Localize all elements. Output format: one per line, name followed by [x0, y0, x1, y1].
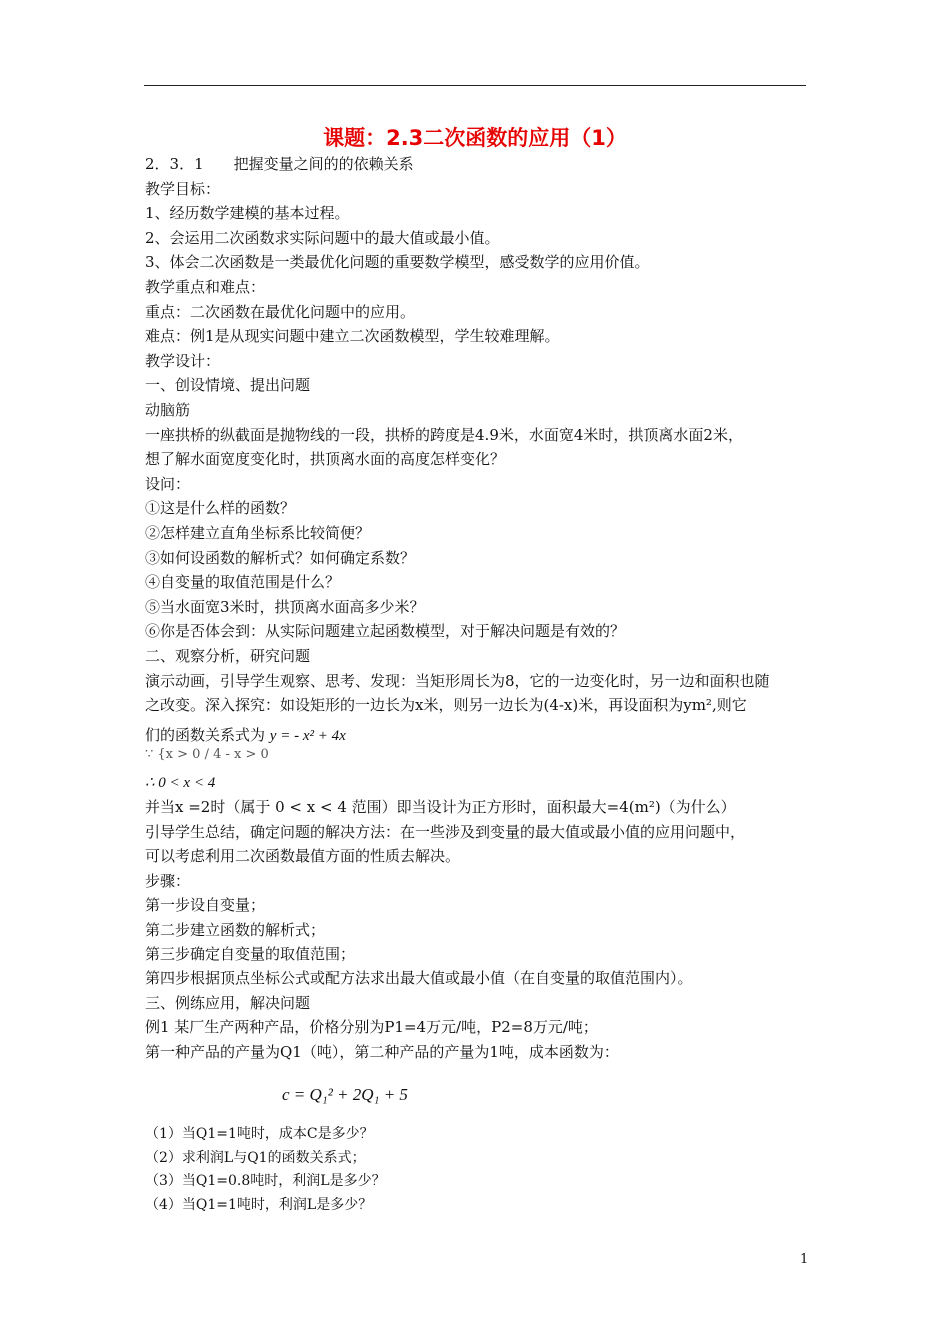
text-line: 三、例练应用，解决问题	[145, 993, 311, 1012]
page-number: 1	[800, 1252, 809, 1267]
text-line: 第一步设自变量；	[145, 896, 266, 915]
text-line: 一、创设情境、提出问题	[145, 376, 311, 395]
text-line: ③如何设函数的解析式？如何确定系数？	[145, 548, 416, 567]
max-area-line: 并当x =2时（属于 0 < x < 4 范围）即当设计为正方形时，面积最大=4(m²)（为什么）	[145, 798, 736, 816]
text-line: ①这是什么样的函数？	[145, 499, 296, 518]
text-line: 难点：例1是从现实问题中建立二次函数模型，学生较难理解。	[145, 327, 560, 346]
text-line: 第四步根据顶点坐标公式或配方法求出最大值或最小值（在自变量的取值范围内）。	[145, 969, 693, 988]
text-line: 教学重点和难点：	[145, 278, 266, 296]
text-line: ⑤当水面宽3米时，拱顶离水面高多少米？	[145, 597, 425, 616]
text-line: 1、经历数学建模的基本过程。	[145, 204, 350, 223]
function-expression: y = - x² + 4x	[269, 728, 346, 744]
text-line: 3、体会二次函数是一类最优化问题的重要数学模型，感受数学的应用价值。	[145, 253, 650, 272]
question-item: （4）当Q1=1吨时，利润L是多少？	[145, 1196, 373, 1213]
range-line: ∴ 0 < x < 4	[145, 775, 216, 791]
text-line: 第三步确定自变量的取值范围；	[145, 945, 356, 963]
text-line: 教学目标：	[145, 179, 221, 198]
text-line: ②怎样建立直角坐标系比较简便？	[145, 524, 371, 542]
text-line: 引导学生总结，确定问题的解决方法：在一些涉及到变量的最大值或最小值的应用问题中，	[145, 823, 746, 841]
text-line: 二、观察分析，研究问题	[145, 647, 311, 665]
header-rule	[144, 85, 806, 86]
text-line: ⑥你是否体会到：从实际问题建立起函数模型，对于解决问题是有效的？	[145, 622, 626, 641]
text-line: 动脑筋	[145, 401, 191, 419]
text-line: 可以考虑利用二次函数最值方面的性质去解决。	[145, 847, 461, 866]
text-line: 2、会运用二次函数求实际问题中的最大值或最小值。	[145, 228, 500, 247]
text-line: 步骤：	[145, 871, 191, 890]
function-relation-line	[145, 725, 346, 746]
text-line: 第二步建立函数的解析式；	[145, 920, 326, 939]
text-line: ④自变量的取值范围是什么？	[145, 573, 341, 592]
cost-formula: c = Q₁² + 2Q₁ + 5	[282, 1085, 408, 1104]
text-line: 2．3．1 把握变量之间的的依赖关系	[145, 155, 414, 173]
text-line: 之改变。深入探究：如设矩形的一边长为x米，则另一边长为(4-x)米，再设面积为ym²,则它	[145, 696, 747, 715]
text-line: 第一种产品的产量为Q1（吨），第二种产品的产量为1吨，成本函数为：	[145, 1042, 619, 1061]
question-item: （1）当Q1=1吨时，成本C是多少？	[145, 1126, 374, 1142]
text-line: 教学设计：	[145, 351, 221, 370]
text-line: 演示动画，引导学生观察、思考、发现：当矩形周长为8，它的一边变化时，另一边和面积也随	[145, 671, 770, 690]
domain-conditions: ∵ {x > 0 / 4 - x > 0	[145, 747, 269, 762]
text-line: 一座拱桥的纵截面是抛物线的一段，拱桥的跨度是4.9米，水面宽4米时，拱顶离水面2米，	[145, 425, 743, 444]
text-line: 例1 某厂生产两种产品，价格分别为P1=4万元/吨，P2=8万元/吨；	[145, 1018, 598, 1037]
text-line: 设问：	[145, 474, 191, 493]
text-line: 重点：二次函数在最优化问题中的应用。	[145, 302, 416, 321]
question-item: （3）当Q1=0.8吨时，利润L是多少？	[145, 1173, 386, 1189]
function-relation-prefix: 们的函数关系式为	[145, 726, 266, 744]
page-title: 课题：2.3二次函数的应用（1）	[323, 126, 627, 150]
question-item: （2）求利润L与Q1的函数关系式；	[145, 1149, 366, 1166]
text-line: 想了解水面宽度变化时，拱顶离水面的高度怎样变化？	[145, 450, 506, 469]
